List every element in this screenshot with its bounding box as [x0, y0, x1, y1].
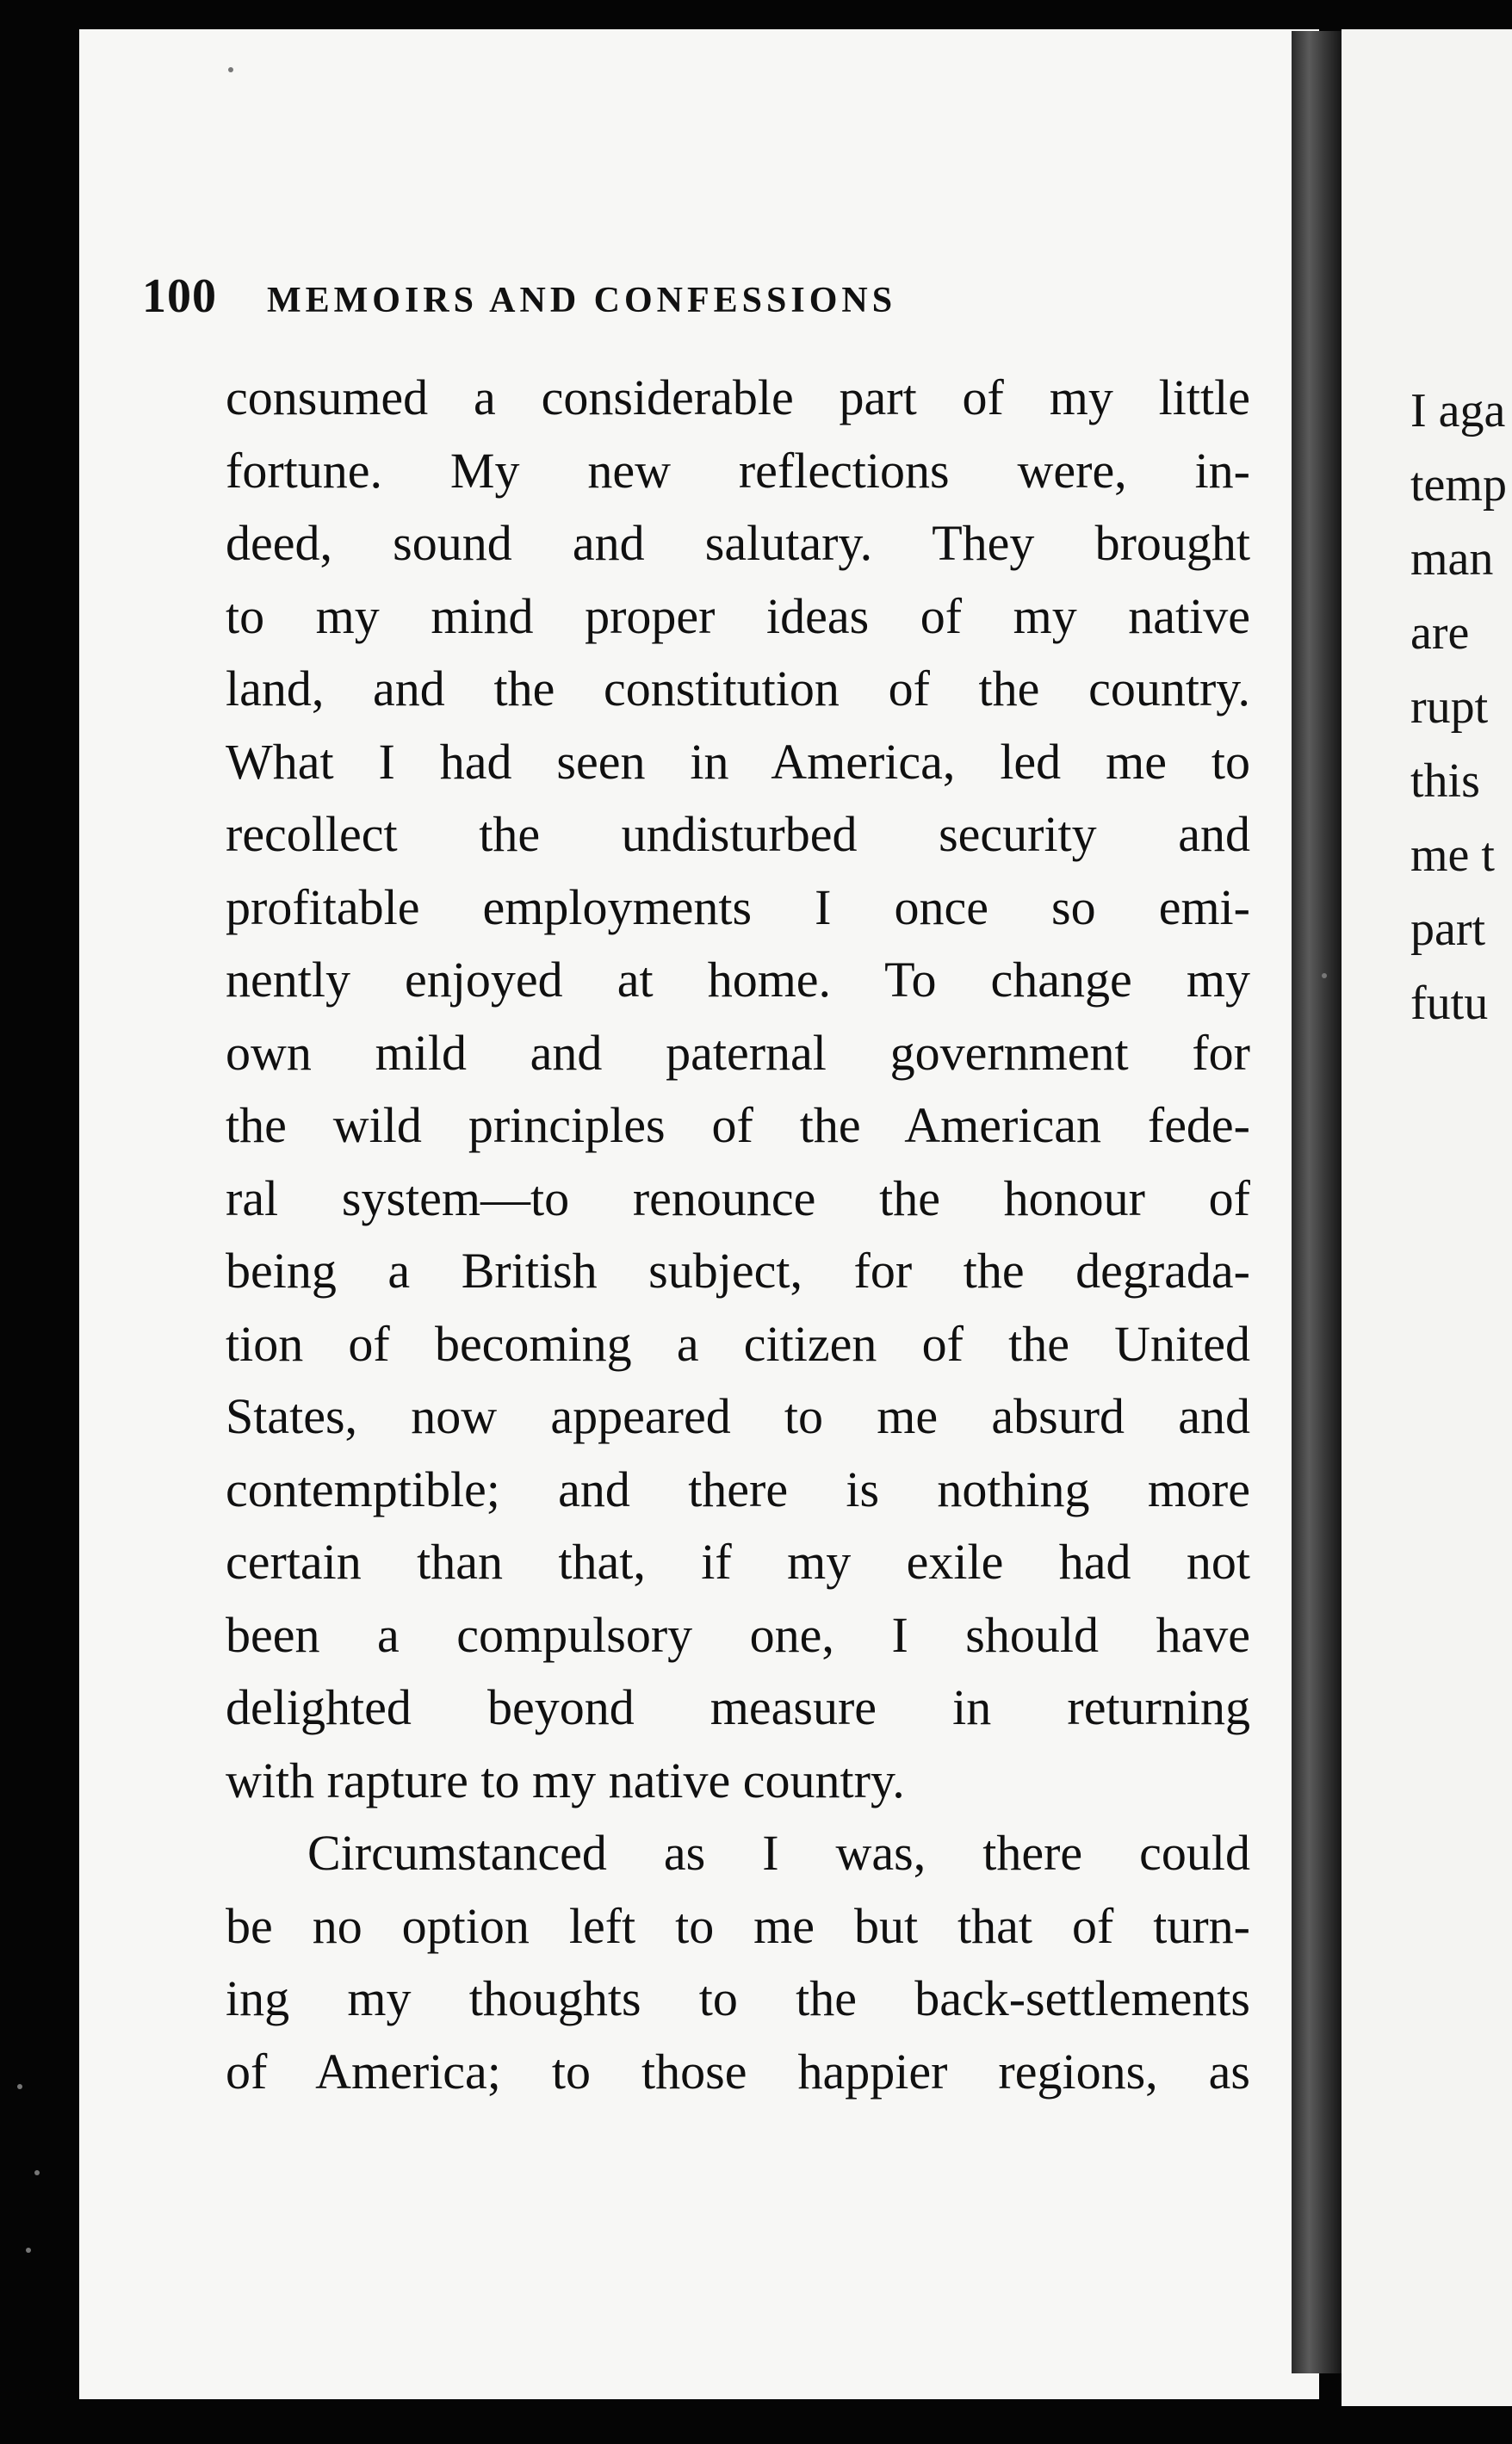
- facing-line: temp: [1410, 458, 1507, 512]
- text-line: What I had seen in America, led me to: [226, 733, 1250, 790]
- text-line: ing my thoughts to the back-settlements: [226, 1970, 1250, 2026]
- text-line: been a compulsory one, I should have: [226, 1606, 1250, 1663]
- text-line: ral system—to renounce the honour of: [226, 1169, 1250, 1226]
- facing-line: rupt: [1410, 680, 1489, 734]
- text-line: delighted beyond measure in returning: [226, 1679, 1250, 1735]
- scan-speck: [228, 67, 233, 72]
- text-line: States, now appeared to me absurd and: [226, 1388, 1250, 1444]
- facing-line: I aga: [1410, 384, 1506, 437]
- scan-speck: [1322, 973, 1327, 978]
- text-line: Circumstanced as I was, there could: [307, 1825, 1250, 1881]
- running-head: [142, 269, 1124, 329]
- text-line: fortune. My new reflections were, in-: [226, 442, 1250, 499]
- text-line: land, and the constitution of the country.: [226, 661, 1250, 716]
- text-line: nently enjoyed at home. To change my: [226, 952, 1250, 1008]
- page-number: 100: [142, 270, 217, 323]
- text-line: own mild and paternal government for: [226, 1024, 1250, 1081]
- facing-page-text: [1410, 374, 1507, 1040]
- text-line: recollect the undisturbed security and: [226, 806, 1250, 862]
- scan-speck: [34, 2170, 40, 2175]
- facing-page: [1342, 29, 1512, 2406]
- facing-line: man: [1410, 532, 1494, 586]
- text-line: be no option left to me but that of turn-: [226, 1897, 1250, 1954]
- text-line: contemptible; and there is nothing more: [226, 1461, 1250, 1517]
- text-line: to my mind proper ideas of my native: [226, 587, 1250, 644]
- facing-line: futu: [1410, 977, 1489, 1030]
- facing-line: this: [1410, 754, 1480, 808]
- scan-speck: [17, 2084, 22, 2089]
- text-line: consumed a considerable part of my little: [226, 369, 1250, 425]
- text-line: the wild principles of the American fede-: [226, 1097, 1250, 1153]
- text-line: tion of becoming a citizen of the United: [226, 1315, 1250, 1372]
- facing-line: are: [1410, 606, 1470, 660]
- facing-line: part: [1410, 903, 1486, 956]
- scan-speck: [26, 2248, 31, 2253]
- body-text: [226, 362, 1250, 2108]
- text-line: deed, sound and salutary. They brought: [226, 515, 1250, 571]
- running-title: MEMOIRS AND CONFESSIONS: [267, 281, 897, 320]
- text-line: being a British subject, for the degrada-: [226, 1243, 1250, 1299]
- text-line: profitable employments I once so emi-: [226, 878, 1250, 935]
- text-line: of America; to those happier regions, as: [226, 2043, 1250, 2100]
- text-line: with rapture to my native country.: [226, 1752, 905, 1808]
- book-gutter: [1292, 31, 1342, 2373]
- facing-line: me t: [1410, 828, 1495, 882]
- text-line: certain than that, if my exile had not: [226, 1534, 1250, 1590]
